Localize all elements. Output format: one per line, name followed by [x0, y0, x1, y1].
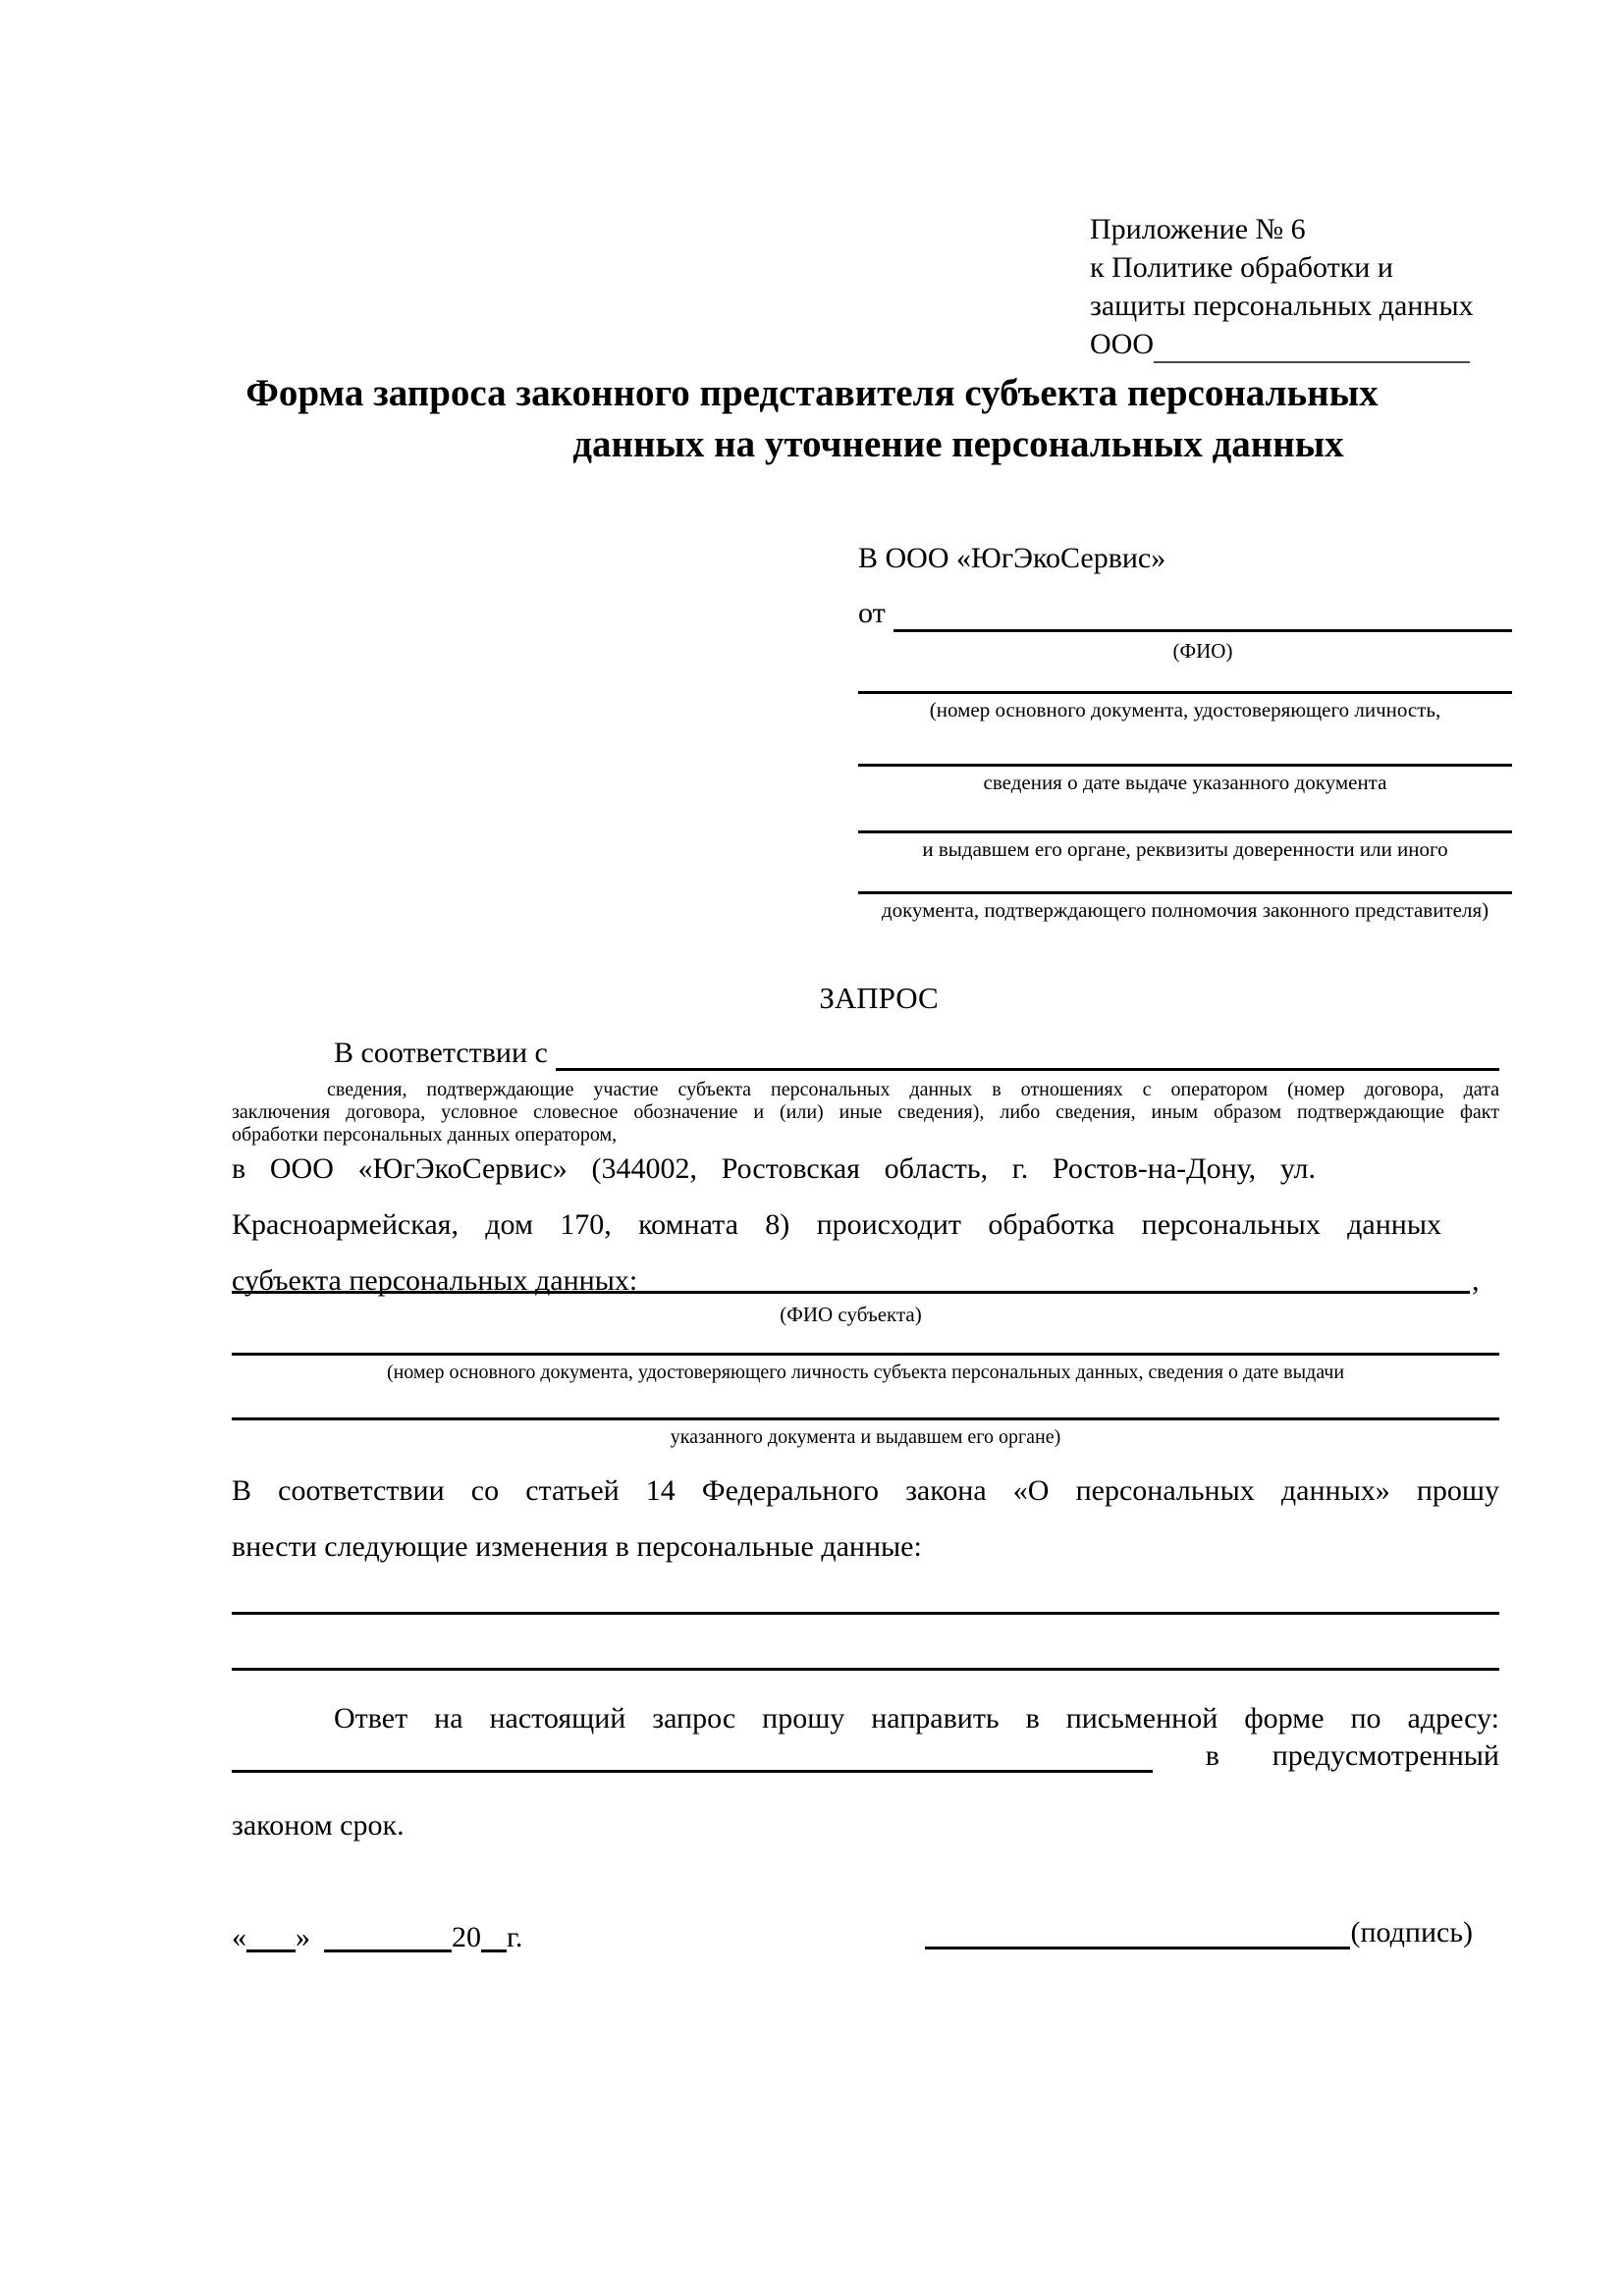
annex-policy-line1: к Политике обработки и — [1090, 251, 1393, 284]
representative-doc-caption-2: сведения о дате выдаче указанного документа — [983, 771, 1387, 794]
footnote-line-1: сведения, подтверждающие участие субъекта персональных данных в отношениях с оператором (номер договора, дата — [327, 1079, 1499, 1100]
reply-address-blank-line — [232, 1739, 1153, 1773]
subject-fio-comma: , — [1472, 1264, 1480, 1297]
signature-row — [925, 1916, 1473, 1949]
form-title-line2: данных на уточнение персональных данных — [572, 423, 1344, 465]
date-open-quote: « — [232, 1921, 246, 1953]
footnote-line-3: обработки персональных данных оператором, — [232, 1124, 618, 1146]
representative-doc-line-3 — [858, 830, 1512, 833]
representative-doc-line-2 — [858, 764, 1512, 767]
reply-paragraph-line-3: законом срок. — [232, 1809, 405, 1842]
reply-address-row — [232, 1739, 1499, 1773]
law-paragraph-line-2: внести следующие изменения в персональные данные: — [232, 1530, 922, 1563]
subject-fio-caption: (ФИО субъекта) — [780, 1303, 922, 1326]
footnote-line-2: заключения договора, условное словесное обозначение и (или) иные сведения), либо сведения, иным образом подтверждающие факт — [232, 1101, 1499, 1123]
date-line — [232, 1920, 522, 1954]
subject-doc-line-2 — [232, 1417, 1499, 1420]
reply-mid-word-2: предусмотренный — [1272, 1739, 1499, 1772]
intro-blank-line — [556, 1036, 1499, 1071]
date-year-prefix: 20 — [452, 1921, 481, 1953]
operator-paragraph-line-2: Красноармейская, дом 170, комната 8) происходит обработка персональных данных — [232, 1208, 1441, 1241]
changes-blank-line-1 — [232, 1612, 1499, 1615]
changes-blank-line-2 — [232, 1668, 1499, 1671]
representative-doc-line-1 — [858, 691, 1512, 694]
subject-fio-line — [232, 1291, 1470, 1294]
annex-ooo-line — [1090, 325, 1502, 363]
fio-caption: (ФИО) — [1172, 639, 1233, 663]
law-paragraph-line-1: В соответствии со статьей 14 Федерального закона «О персональных данных» прошу — [232, 1474, 1499, 1507]
annex-header — [1090, 210, 1502, 363]
from-label: от — [858, 597, 886, 629]
date-year-blank — [481, 1920, 507, 1952]
from-blank-line — [893, 595, 1512, 632]
operator-paragraph-line-3: субъекта персональных данных: — [232, 1264, 638, 1297]
representative-doc-caption-3: и выдавшем его органе, реквизиты доверенности или иного — [922, 837, 1448, 861]
annex-policy-line2: защиты персональных данных — [1090, 290, 1474, 322]
subject-doc-caption-1: (номер основного документа, удостоверяющего личность субъекта персональных данных, сведения о дате выдачи — [386, 1362, 1345, 1383]
ooo-label: ООО — [1090, 328, 1154, 360]
subject-doc-caption-2: указанного документа и выдавшем его органе) — [670, 1426, 1061, 1448]
date-year-suffix: г. — [507, 1921, 523, 1953]
date-close-quote: » — [296, 1921, 310, 1953]
representative-doc-caption-4: документа, подтверждающего полномочия законного представителя) — [881, 898, 1489, 922]
representative-doc-caption-1: (номер основного документа, удостоверяющего личность, — [929, 698, 1441, 721]
intro-label: В соответствии с — [334, 1037, 548, 1069]
subject-doc-line-1 — [232, 1353, 1499, 1356]
ooo-blank-line — [1154, 325, 1470, 363]
representative-doc-line-4 — [858, 891, 1512, 894]
form-title-line1: Форма запроса законного представителя субъекта персональных — [245, 372, 1379, 414]
reply-mid-word-1: в — [1205, 1739, 1219, 1772]
date-day-blank — [246, 1920, 296, 1952]
annex-number: Приложение № 6 — [1090, 213, 1306, 245]
from-line — [858, 595, 1512, 632]
intro-line — [334, 1036, 1499, 1071]
signature-caption: (подпись) — [1350, 1916, 1473, 1949]
signature-blank-line — [925, 1916, 1350, 1949]
date-month-blank — [324, 1920, 452, 1952]
request-heading: ЗАПРОС — [819, 981, 939, 1015]
addressee-organization: В ООО «ЮгЭкоСервис» — [858, 542, 1166, 574]
operator-paragraph-line-1: в ООО «ЮгЭкоСервис» (344002, Ростовская область, г. Ростов-на-Дону, ул. — [232, 1152, 1316, 1185]
reply-paragraph-line-1: Ответ на настоящий запрос прошу направить в письменной форме по адресу: — [334, 1702, 1499, 1735]
